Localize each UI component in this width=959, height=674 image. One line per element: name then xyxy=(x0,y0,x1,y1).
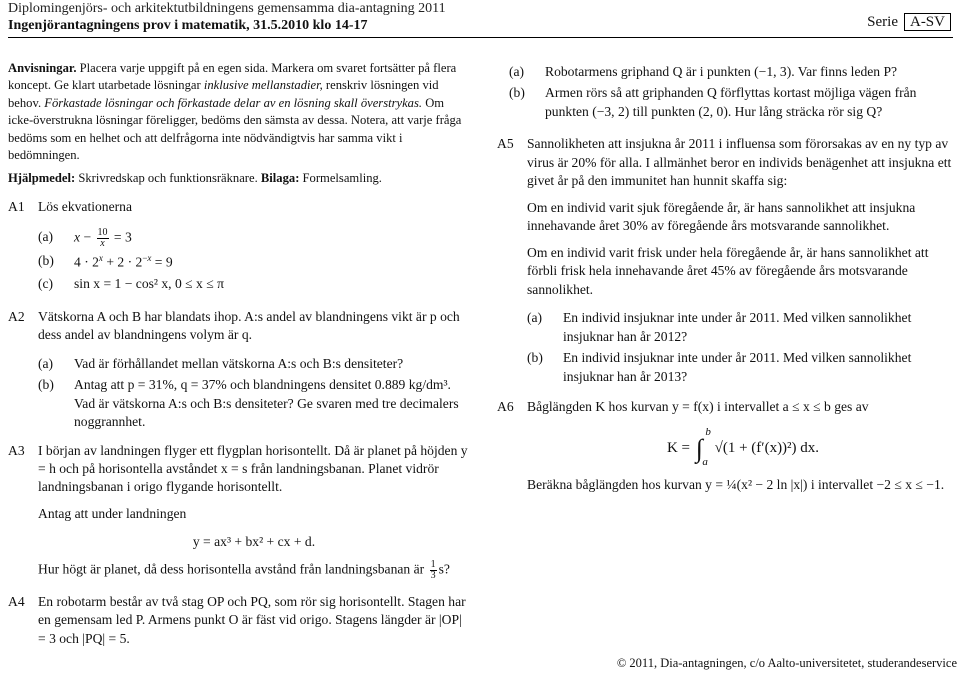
subquestion-b: (b) $4 \cdot 2^x + 2 \cdot 2^{-x} = 9$ xyxy=(38,253,173,270)
instructions-italic-2: Förkastade lösningar och förkastade delar av en lösning skall överstrykas. xyxy=(44,95,423,110)
appendix-text: Formelsamling. xyxy=(302,171,382,186)
copyright-footer: © 2011, Dia-antagningen, c/o Aalto-universitetet, studerandeservice xyxy=(616,656,957,670)
question-a2 xyxy=(0,308,470,432)
paragraph-2: Om en individ varit frisk under hela föregående år, är hans sannolikhet att förbli frisk hela innehavande året 45% av föregående års motsvarande sannolikhet. xyxy=(527,244,929,297)
paragraph-1: Om en individ varit sjuk föregående år, är hans sannolikhet att insjukna innehavande året 30% av föregående års motsvarande sannolikhet. xyxy=(527,199,916,234)
question-a3 xyxy=(0,442,470,581)
formula: y = ax³ + bx² + cx + d. xyxy=(192,534,316,550)
question-text: Lös ekvationerna xyxy=(38,198,132,214)
aids-line xyxy=(8,170,470,187)
serie-indicator xyxy=(867,12,951,32)
question-number: A6 xyxy=(497,399,514,415)
question-text: Båglängden K hos kurvan y = f(x) i intervallet a ≤ x ≤ b ges av xyxy=(527,399,869,415)
question-text: Sannolikheten att insjukna år 2011 i influensa som förorsakas av en ny typ av virus är 20% för alla. I allmänhet beror en individs benägenhet att insjukna ett givet år på den immunitet han hunnit skaffa sig: xyxy=(527,136,952,189)
integral-formula: K = ∫ b a √(1 + (f′(x))²) dx. xyxy=(666,425,820,469)
instructions-text-1: Placera varje uppgift på en egen sida. Markera om svaret fortsätter på flera koncept. Ge klart utarbetade lösningar xyxy=(8,61,457,93)
instructions-text-2: renskriv lösningen vid behov. xyxy=(8,78,439,110)
instructions-text-3: Om icke-överstrukna lösningar föreligger, bedöms den sämsta av dessa. Notera, att varje fråga bedöms som en helhet och att delfrågorna inte nödvändigtvis har samma vikt i bedömningen. xyxy=(8,95,462,162)
question-a4-continued xyxy=(497,63,959,121)
question-number: A5 xyxy=(497,136,514,152)
assumption-text: Antag att under landningen xyxy=(38,505,187,521)
question-number: A3 xyxy=(8,442,25,458)
header-line-2: Ingenjörantagningens prov i matematik, 31.5.2010 klo 14-17 xyxy=(8,18,368,33)
instructions-label: Anvisningar. xyxy=(8,61,77,75)
left-column xyxy=(0,60,470,656)
right-column xyxy=(497,60,959,503)
serie-value: A-SV xyxy=(904,13,951,31)
question-a5 xyxy=(497,135,959,386)
appendix-label: Bilaga: xyxy=(260,171,300,186)
subquestion-b: (b) Armen rörs så att griphanden Q förflyttas kortast möjliga vägen från punkten (−3, 2) till punkten (2, 0). Hur lång sträcka rör sig Q? xyxy=(509,85,917,119)
instructions-italic-1: inklusive mellanstadier, xyxy=(203,78,323,93)
question-a4 xyxy=(0,593,470,648)
sub-label: (c) xyxy=(38,276,54,292)
subquestion-a: (a) Vad är förhållandet mellan vätskorna A:s och B:s densiteter? xyxy=(38,355,404,371)
subquestion-a: (a) En individ insjuknar inte under år 2011. Med vilken sannolikhet insjuknar han år 2012? xyxy=(527,310,912,344)
header-rule xyxy=(8,37,953,38)
subquestion-b: (b) Antag att p = 31%, q = 37% och blandningens densitet 0.889 kg/dm³. Vad är vätskorna A:s och B:s densiteter? Ge svaren med tre decimalers noggrannhet. xyxy=(38,377,459,430)
serie-label: Serie xyxy=(867,14,898,30)
question-number: A2 xyxy=(8,308,25,324)
aids-text: Skrivredskap och funktionsräknare. xyxy=(78,171,258,186)
question-text: En robotarm består av två stag OP och PQ, som rör sig horisontellt. Stagen har en gemensam led P. Armens punkt O är fäst vid origo. Stagens längder är |OP| = 3 och |PQ| = 5. xyxy=(38,593,466,646)
subquestion-a: (a) x − $\frac{10}{x}$ = 3 xyxy=(38,227,132,250)
question-text: Vätskorna A och B har blandats ihop. A:s andel av blandningens vikt är p och dess andel av blandningens volym är q. xyxy=(38,308,460,343)
header-line-1: Diplomingenjörs- och arkitektutbildningens gemensamma dia-antagning 2011 xyxy=(8,1,446,16)
fraction: $\frac{10}{x}$ xyxy=(97,227,108,250)
subquestion-b: (b) En individ insjuknar inte under år 2011. Med vilken sannolikhet insjuknar han år 2013? xyxy=(527,350,912,384)
instructions xyxy=(0,60,470,188)
aids-label: Hjälpmedel: xyxy=(8,171,76,186)
question-number: A1 xyxy=(8,198,25,214)
question-number: A4 xyxy=(8,593,25,609)
header xyxy=(8,0,953,34)
question-a6 xyxy=(497,398,959,494)
sub-label: (b) xyxy=(38,253,54,269)
subquestion-c: (c) sin x = 1 − cos² x, 0 ≤ x ≤ π xyxy=(38,275,470,293)
question-text: I början av landningen flyger ett flygplan horisontellt. Då är planet på höjden y = h och på horisontella avståndet x = s från landningsbanan. Planet vidrör landningsbanan i origo flygande horisontellt. xyxy=(38,442,468,495)
subquestion-a: (a) Robotarmens griphand Q är i punkten (−1, 3). Var finns leden P? xyxy=(509,64,898,79)
integral-sign: ∫ b a xyxy=(695,425,711,469)
fraction: $\frac{1}{3}$ xyxy=(430,558,436,581)
sub-label: (a) xyxy=(38,229,54,245)
question-line: Beräkna båglängden hos kurvan y = ¼(x² − 2 ln |x|) i intervallet −2 ≤ x ≤ −1. xyxy=(527,477,945,493)
question-a1 xyxy=(0,198,470,294)
question-line: Hur högt är planet, då dess horisontella avstånd från landningsbanan är $\frac{1}{3}$ s? xyxy=(38,558,450,581)
